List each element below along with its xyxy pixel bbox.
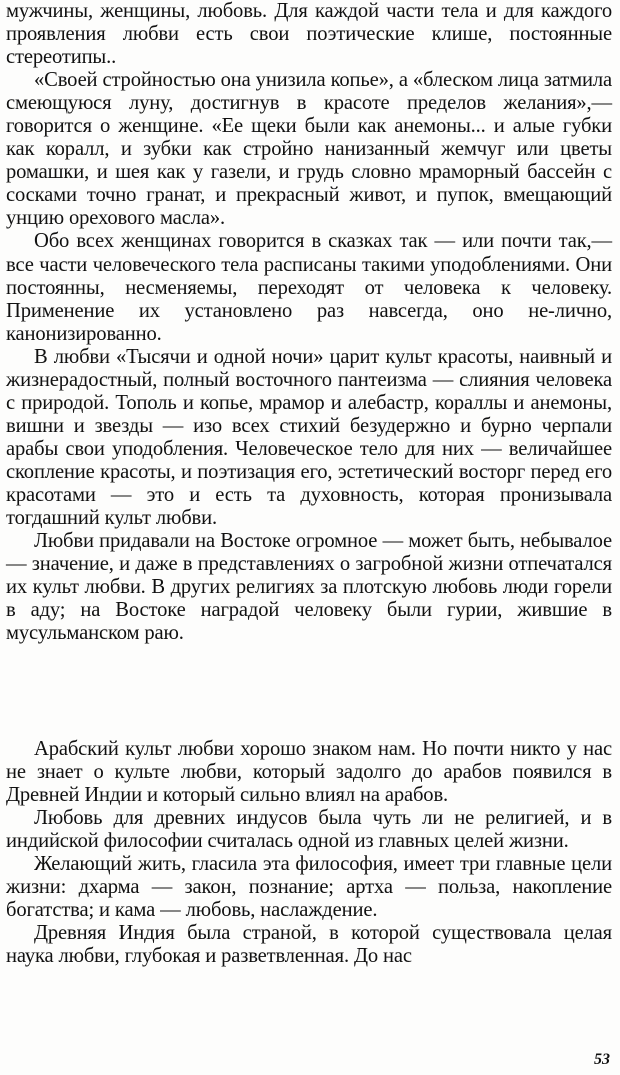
paragraph: В любви «Тысячи и одной ночи» царит культ красоты, наивный и жизнерадостный, полный восточного пантеизма — слияния человека с природой. Тополь и копье, мрамор и алебастр, кораллы и анемоны, вишни и звезды — изо всех стихий безудержно и бурно черпали арабы свои уподобления. Человеческое тело для них — величайшее скопление красоты, и поэтизация его, эстетический восторг перед его красотами — это и есть та духовность, которая пронизывала тогдашний культ любви. (6, 345, 612, 530)
paragraph: Древняя Индия была страной, в которой существовала целая наука любви, глубокая и разветвленная. До нас (6, 922, 612, 968)
text-block-upper (6, 0, 612, 645)
paragraph: Любви придавали на Востоке огромное — может быть, небывалое — значение, и даже в представлениях о загробной жизни отпечатался их культ любви. В других религиях за плотскую любовь люди горели в аду; на Востоке наградой человеку были гурии, жившие в мусульманском раю. (6, 530, 612, 645)
paragraph: Обо всех женщинах говорится в сказках так — или почти так,— все части человеческого тела расписаны такими уподоблениями. Они постоянны, несменяемы, переходят от человека к человеку. Применение их установлено раз навсегда, оно не-лично, канонизированно. (6, 230, 612, 345)
paragraph: «Своей стройностью она унизила копье», а «блеском лица затмила смеющуюся луну, достигнув в красоте пределов желания»,— говорится о женщине. «Ее щеки были как анемоны... и алые губки как коралл, и зубки как стройно нанизанный жемчуг или цветы ромашки, и шея как у газели, и грудь словно мраморный бассейн с сосками точно гранат, и прекрасный живот, и пупок, вмещающий унцию орехового масла». (6, 69, 612, 230)
text-block-lower (6, 738, 612, 968)
paragraph: Любовь для древних индусов была чуть ли не религией, и в индийской философии считалась одной из главных целей жизни. (6, 807, 612, 853)
paragraph: Желающий жить, гласила эта философия, имеет три главные цели жизни: дхарма — закон, познание; артха — польза, накопление богатства; и кама — любовь, наслаждение. (6, 853, 612, 922)
paragraph: мужчины, женщины, любовь. Для каждой части тела и для каждого проявления любви есть свои поэтические клише, постоянные стереотипы.. (6, 0, 612, 69)
paragraph: Арабский культ любви хорошо знаком нам. Но почти никто у нас не знает о культе любви, который задолго до арабов появился в Древней Индии и который сильно влиял на арабов. (6, 738, 612, 807)
page-number: 53 (594, 1051, 610, 1068)
